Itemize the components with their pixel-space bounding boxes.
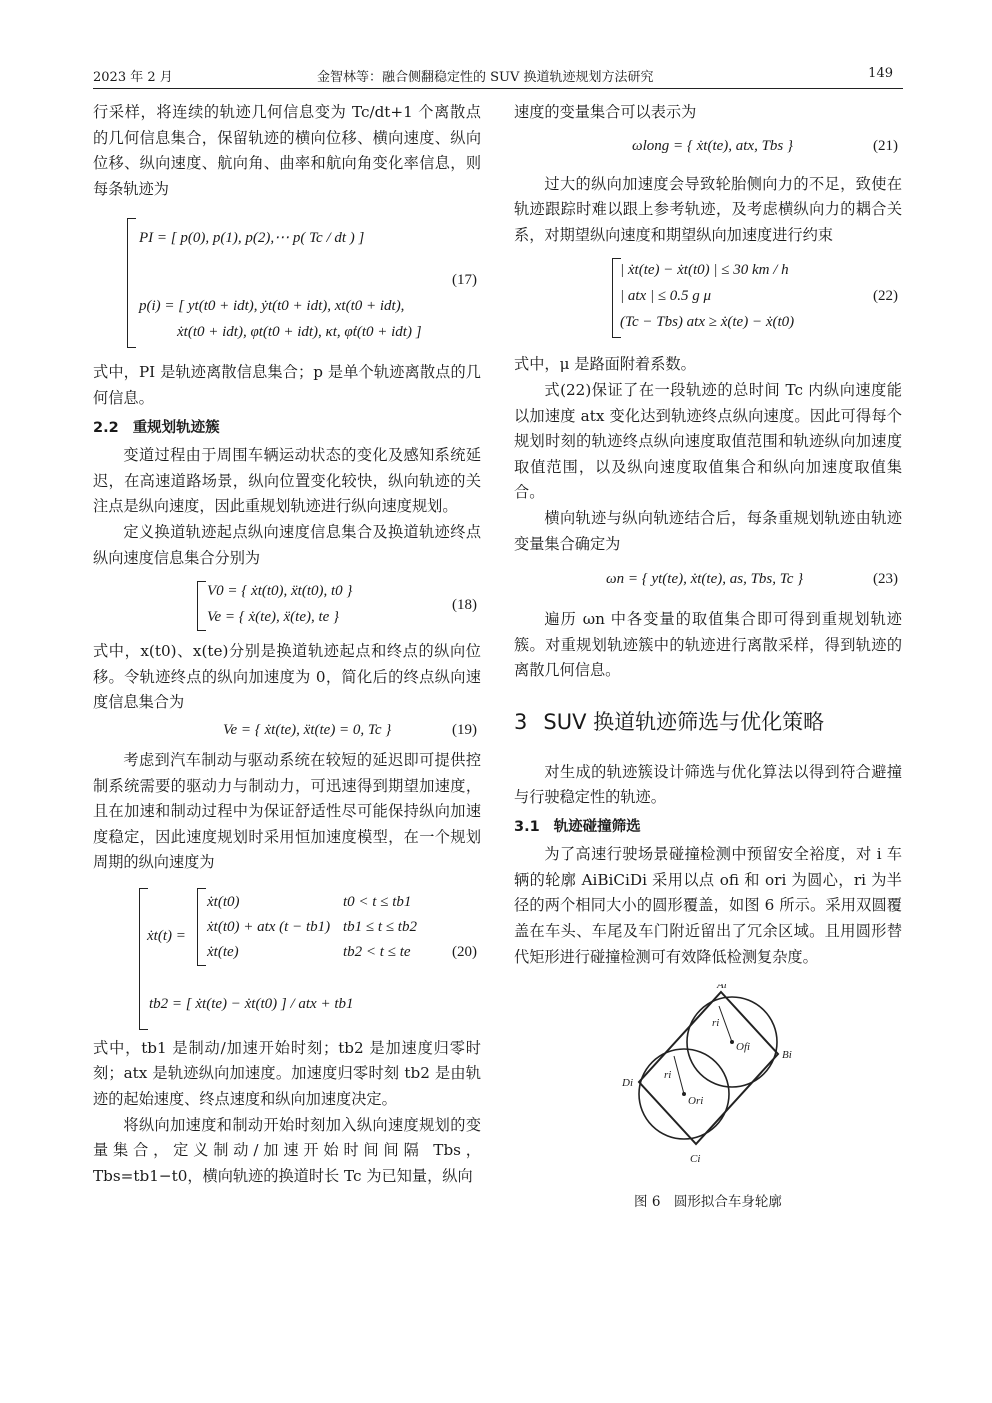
figure-6 xyxy=(514,984,902,1180)
eq20-number: (20) xyxy=(452,943,477,960)
right-paragraph-5: 横向轨迹与纵向轨迹结合后，每条重规划轨迹由轨迹变量集合确定为 xyxy=(514,508,902,553)
rear-radius xyxy=(674,1056,684,1094)
right-paragraph-7: 对生成的轨迹簇设计筛选与优化算法以得到符合避撞与行驶稳定性的轨迹。 xyxy=(514,762,902,807)
right-paragraph-1: 速度的变量集合可以表示为 xyxy=(514,103,697,121)
section-3-1-title: 轨迹碰撞筛选 xyxy=(553,818,641,835)
eq18-line-1: V0 = { ẋt(t0), ẍt(t0), t0 } xyxy=(207,583,353,600)
left-paragraph-3: 变道过程由于周围车辆运动状态的变化及感知系统延迟，在高速道路场景，纵向位置变化较快，纵向轨迹的关注点是纵向速度，因此重规划轨迹进行纵向速度规划。 xyxy=(93,446,481,516)
equation-23 xyxy=(514,563,902,597)
left-paragraph-8: 将纵向加速度和制动开始时刻加入纵向速度规划的变量集合，定义制动/加速开始时间间隔 Tbs，Tbs=tb1−t0，横向轨迹的换道时长 Tc 为已知量，纵向 xyxy=(93,1115,481,1185)
eq19-number: (19) xyxy=(452,721,477,738)
eq17-line-3: ẋt(t0 + idt), φt(t0 + idt), κt, φ̇t(t0 + idt) ] xyxy=(177,324,422,341)
label-C: Ci xyxy=(690,1153,701,1166)
equation-18 xyxy=(93,577,481,633)
eq20-case-1-expr: ẋt(t0) xyxy=(207,893,240,910)
eq18-number: (18) xyxy=(452,597,477,614)
left-paragraph-2: 式中，PI 是轨迹离散信息集合；p 是单个轨迹离散点的几何信息。 xyxy=(93,363,481,407)
label-Of: Ofi xyxy=(736,1041,751,1054)
section-3-1-number: 3.1 xyxy=(514,818,540,835)
right-paragraph-8: 为了高速行驶场景碰撞检测中预留安全裕度，对 i 车辆的轮廓 AiBiCiDi 采用以点 ofi 和 ori 为圆心，ri 为半径的两个相同大小的圆形覆盖，如图 6 所示。采用双圆覆盖在车头、车尾及车门附近留出了冗余区域。且用圆形替代矩形进行碰撞检测可有效降低检测复杂度。 xyxy=(514,845,902,966)
page-header xyxy=(93,66,903,89)
eq17-line-1: PI = [ p(0), p(1), p(2),⋯ p( Tc / dt ) ] xyxy=(139,230,365,247)
right-column xyxy=(514,100,902,1216)
eq17-line-2: p(i) = [ yt(t0 + idt), ẏt(t0 + idt), xt(t0 + idt), xyxy=(139,298,405,315)
header-date: 2023 年 2 月 xyxy=(93,70,173,85)
eq23-number: (23) xyxy=(873,571,898,588)
label-r-rear: ri xyxy=(664,1069,672,1082)
label-A: Ai xyxy=(717,984,727,992)
left-paragraph-7: 式中，tb1 是制动/加速开始时刻；tb2 是加速度归零时刻；atx 是轨迹纵向加速度。加速度归零时刻 tb2 是由轨迹的起始速度、终点速度和纵向加速度决定。 xyxy=(93,1038,481,1109)
eq20-case-2-expr: ẋt(t0) + atx (t − tb1) xyxy=(207,918,331,935)
eq20-case-3-cond: tb2 < t ≤ te xyxy=(343,943,411,960)
equation-17 xyxy=(93,212,481,352)
right-paragraph-6: 遍历 ωn 中各变量的取值集合即可得到重规划轨迹簇。对重规划轨迹簇中的轨迹进行离散采样，得到轨迹的离散几何信息。 xyxy=(514,610,902,680)
eq22-line-2: | atx | ≤ 0.5 g μ xyxy=(620,288,712,305)
eq21-line-1: ωlong = { ẋt(te), atx, Tbs } xyxy=(632,137,794,154)
section-2-2-heading xyxy=(93,416,481,442)
equation-19 xyxy=(93,716,481,744)
eq23-line-1: ωn = { yt(te), ẋt(te), as, Tbs, Tc } xyxy=(606,571,804,588)
label-D: Di xyxy=(622,1077,633,1090)
label-B: Bi xyxy=(782,1049,792,1062)
eq22-line-1: | ẋt(te) − ẋt(t0) | ≤ 30 km / h xyxy=(620,262,789,279)
eq17-number: (17) xyxy=(452,272,477,289)
section-3-title: SUV 换道轨迹筛选与优化策略 xyxy=(543,709,825,734)
eq21-number: (21) xyxy=(873,137,898,154)
label-r-front: ri xyxy=(712,1017,720,1030)
equation-21 xyxy=(514,130,902,164)
right-paragraph-3: 式中，μ 是路面附着系数。 xyxy=(514,355,696,374)
header-page-number: 149 xyxy=(868,66,893,81)
equation-22 xyxy=(514,256,902,342)
right-paragraph-4: 式(22)保证了在一段轨迹的总时间 Tc 内纵向速度能以加速度 atx 变化达到轨迹终点纵向速度。因此可得每个规划时刻的轨迹终点纵向速度取值范围和轨迹纵向加速度取值范围，以及纵向速度取值集合和纵向加速度取值集合。 xyxy=(514,380,902,502)
left-column xyxy=(93,100,481,1189)
header-title: 金智林等：融合侧翻稳定性的 SUV 换道轨迹规划方法研究 xyxy=(317,70,654,85)
eq20-line-4: tb2 = [ ẋt(te) − ẋt(t0) ] / atx + tb1 xyxy=(149,995,354,1012)
front-center-dot xyxy=(730,1040,734,1044)
vehicle-outline xyxy=(639,992,778,1144)
eq20-lhs: ẋt(t) = xyxy=(147,927,186,944)
left-paragraph-1: 行采样，将连续的轨迹几何信息变为 Tc/dt+1 个离散点的几何信息集合，保留轨迹的横向位移、横向速度、纵向位移、纵向速度、航向角、曲率和航向角变化率信息，则每条轨迹为 xyxy=(93,103,481,198)
right-paragraph-2: 过大的纵向加速度会导致轮胎侧向力的不足，致使在轨迹跟踪时难以跟上参考轨迹，及考虑横纵向力的耦合关系，对期望纵向速度和期望纵向加速度进行约束 xyxy=(514,174,902,244)
left-paragraph-4: 定义换道轨迹起点纵向速度信息集合及换道轨迹终点纵向速度信息集合分别为 xyxy=(93,522,481,567)
section-2-2-number: 2.2 xyxy=(93,419,119,436)
front-radius xyxy=(719,1006,732,1042)
eq20-case-2-cond: tb1 ≤ t ≤ tb2 xyxy=(343,918,417,935)
rear-center-dot xyxy=(682,1092,686,1096)
left-paragraph-5: 式中，x(t0)、x(te)分别是换道轨迹起点和终点的纵向位移。令轨迹终点的纵向加速度为 0，简化后的终点纵向速度信息集合为 xyxy=(93,642,481,712)
eq20-case-3-expr: ẋt(te) xyxy=(207,943,239,960)
eq18-line-2: Ve = { ẋ(te), ẍ(te), te } xyxy=(207,609,340,626)
left-paragraph-6: 考虑到汽车制动与驱动系统在较短的延迟即可提供控制系统需要的驱动力与制动力，可迅速得到期望加速度，且在加速和制动过程中为保证舒适性尽可能保持纵向加速度稳定，因此速度规划时采用恒加速度模型，在一个规划周期的纵向速度为 xyxy=(93,750,481,872)
label-Or: Ori xyxy=(688,1095,704,1108)
eq22-line-3: (Tc − Tbs) atx ≥ ẋ(te) − ẋ(t0) xyxy=(620,314,795,331)
figure-6-caption: 图 6 圆形拟合车身轮廓 xyxy=(634,1194,782,1211)
section-3-heading xyxy=(514,710,902,736)
eq20-case-1-cond: t0 < t ≤ tb1 xyxy=(343,893,412,910)
eq22-number: (22) xyxy=(873,288,898,305)
section-3-1-heading xyxy=(514,815,902,841)
section-3-number: 3 xyxy=(514,709,528,734)
figure-6-diagram xyxy=(514,984,902,1180)
equation-20 xyxy=(93,886,481,1036)
section-2-2-title: 重规划轨迹簇 xyxy=(132,419,220,436)
eq19-line-1: Ve = { ẋt(te), ẍt(te) = 0, Tc } xyxy=(223,721,392,738)
